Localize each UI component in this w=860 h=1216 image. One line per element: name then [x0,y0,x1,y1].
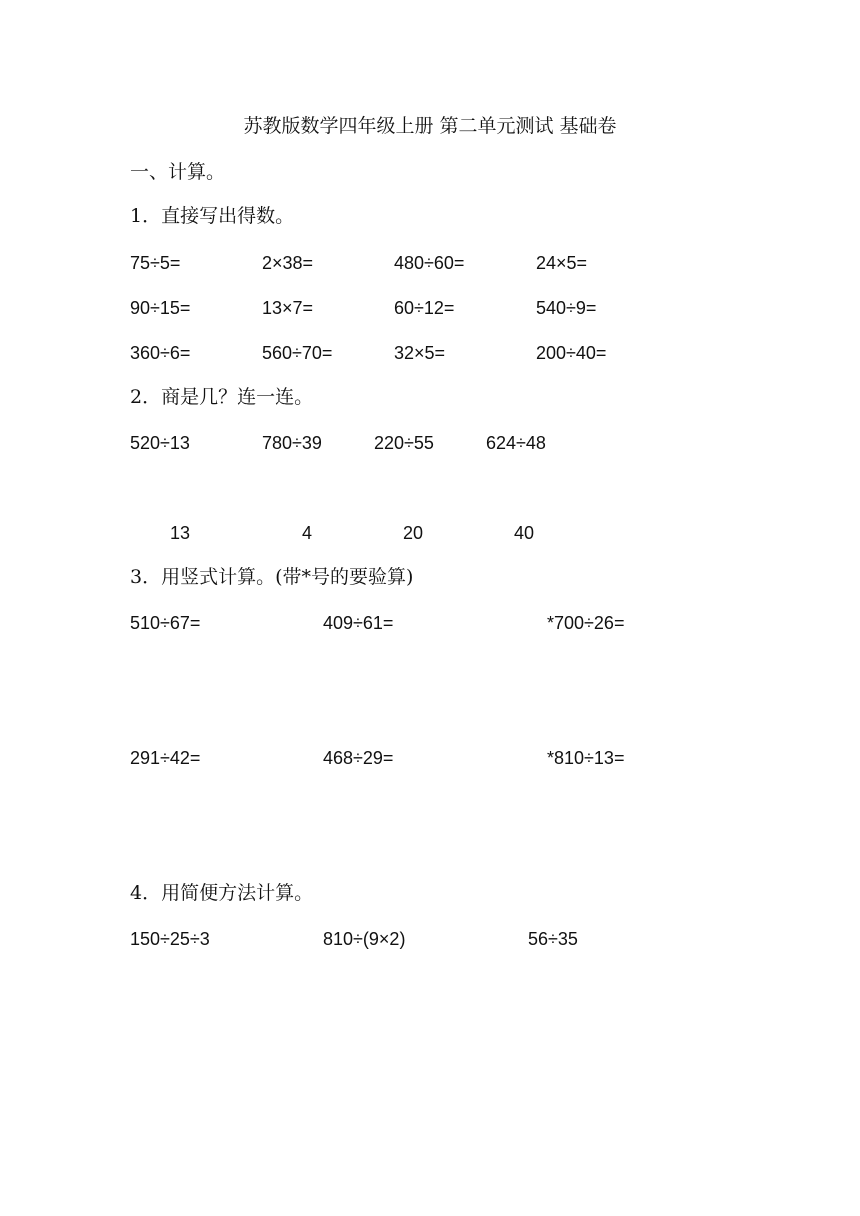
q2-expression: 624÷48 [486,433,546,453]
q3-expression: 510÷67= [130,613,201,633]
q2-answer: 20 [403,523,424,543]
q1-expression: 60÷12= [394,298,455,318]
q1-expression: 200÷40= [536,343,607,363]
section-heading-calculation: 一、计算。 [130,161,226,183]
q3-expression: 291÷42= [130,748,201,768]
q3-expression: *700÷26= [547,613,625,633]
question-1-heading: 1．直接写出得数。 [130,205,295,227]
q2-answer: 40 [514,523,535,543]
q4-expression: 810÷(9×2) [323,929,406,949]
q1-expression: 540÷9= [536,298,597,318]
q2-expression: 780÷39 [262,433,322,453]
q1-expression: 24×5= [536,253,588,273]
q4-expression: 150÷25÷3 [130,929,210,949]
q3-expression: 409÷61= [323,613,394,633]
q2-answer: 4 [302,523,313,543]
q1-expression: 75÷5= [130,253,181,273]
q1-expression: 90÷15= [130,298,191,318]
q2-expression: 220÷55 [374,433,434,453]
question-4-heading: 4．用简便方法计算。 [130,882,314,904]
q4-expression: 56÷35 [528,929,578,949]
q1-expression: 13×7= [262,298,314,318]
q3-expression: *810÷13= [547,748,625,768]
q2-expression: 520÷13 [130,433,190,453]
q3-expression: 468÷29= [323,748,394,768]
question-3-heading: 3．用竖式计算。(带*号的要验算) [130,566,414,588]
page-title: 苏教版数学四年级上册 第二单元测试 基础卷 [243,115,617,137]
q1-expression: 480÷60= [394,253,465,273]
q2-answer: 13 [170,523,191,543]
q1-expression: 360÷6= [130,343,191,363]
q1-expression: 2×38= [262,253,314,273]
q1-expression: 32×5= [394,343,446,363]
q1-expression: 560÷70= [262,343,333,363]
question-2-heading: 2．商是几？连一连。 [130,386,314,408]
